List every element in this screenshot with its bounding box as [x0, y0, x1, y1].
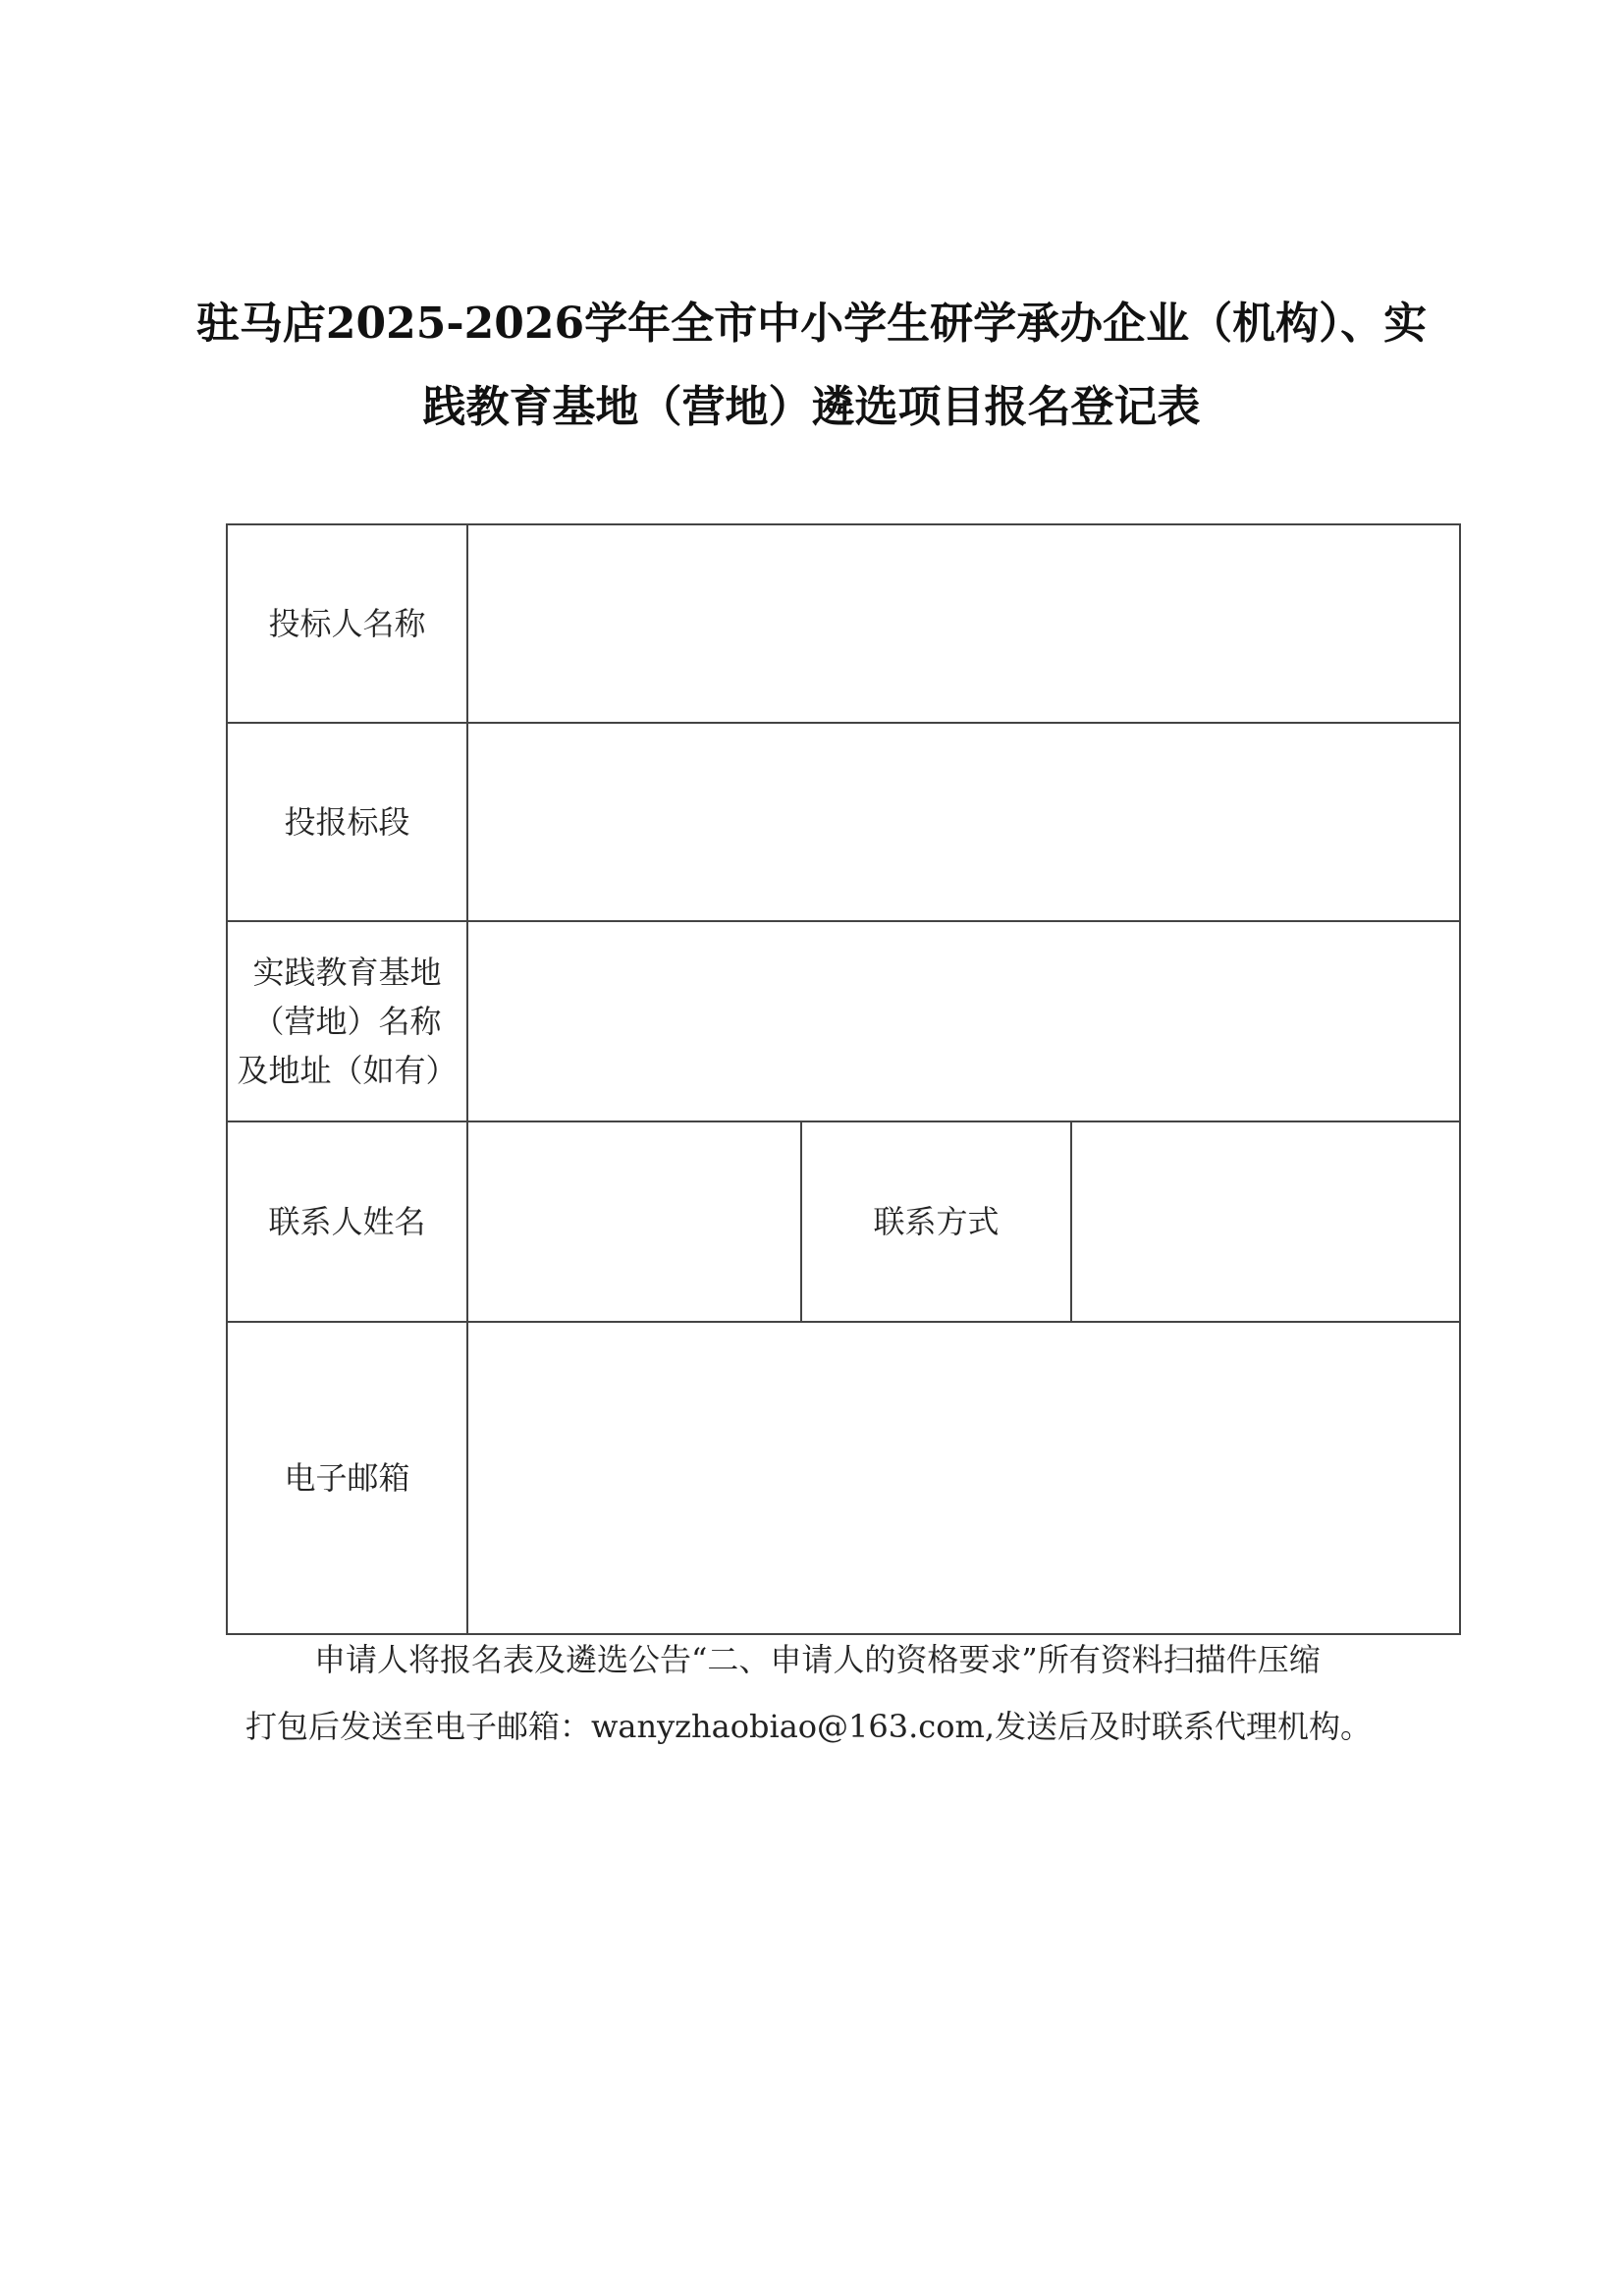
submission-note-line-2: 打包后发送至电子邮箱：wanyzhaobiao@163.com,发送后及时联系代理机构。 [245, 1708, 1372, 1745]
contact-row [227, 1121, 1460, 1322]
document-title-line-1: 驻马店2025-2026学年全市中小学生研学承办企业（机构）、实 [195, 299, 1428, 349]
email-label: 电子邮箱 [227, 1322, 467, 1634]
registration-form-table [226, 523, 1461, 1635]
base-label-line-2: （营地）名称 [252, 1003, 442, 1040]
base-label [227, 921, 467, 1121]
document-title-line-2: 践教育基地（营地）遴选项目报名登记表 [422, 382, 1201, 432]
bidder-name-row [227, 524, 1460, 723]
contact-name-field[interactable] [467, 1121, 801, 1322]
bidder-name-label: 投标人名称 [227, 524, 467, 723]
contact-name-label: 联系人姓名 [227, 1121, 467, 1322]
base-field[interactable] [467, 921, 1460, 1121]
email-row [227, 1322, 1460, 1634]
bid-section-row [227, 723, 1460, 921]
base-label-line-3: 及地址（如有） [237, 1052, 458, 1089]
contact-method-label: 联系方式 [801, 1121, 1071, 1322]
base-label-line-1: 实践教育基地 [252, 954, 442, 991]
email-field[interactable] [467, 1322, 1460, 1634]
bid-section-label: 投报标段 [227, 723, 467, 921]
base-row [227, 921, 1460, 1121]
bidder-name-field[interactable] [467, 524, 1460, 723]
contact-method-field[interactable] [1071, 1121, 1460, 1322]
submission-note-line-1: 申请人将报名表及遴选公告“二、申请人的资格要求”所有资料扫描件压缩 [314, 1641, 1321, 1678]
bid-section-field[interactable] [467, 723, 1460, 921]
